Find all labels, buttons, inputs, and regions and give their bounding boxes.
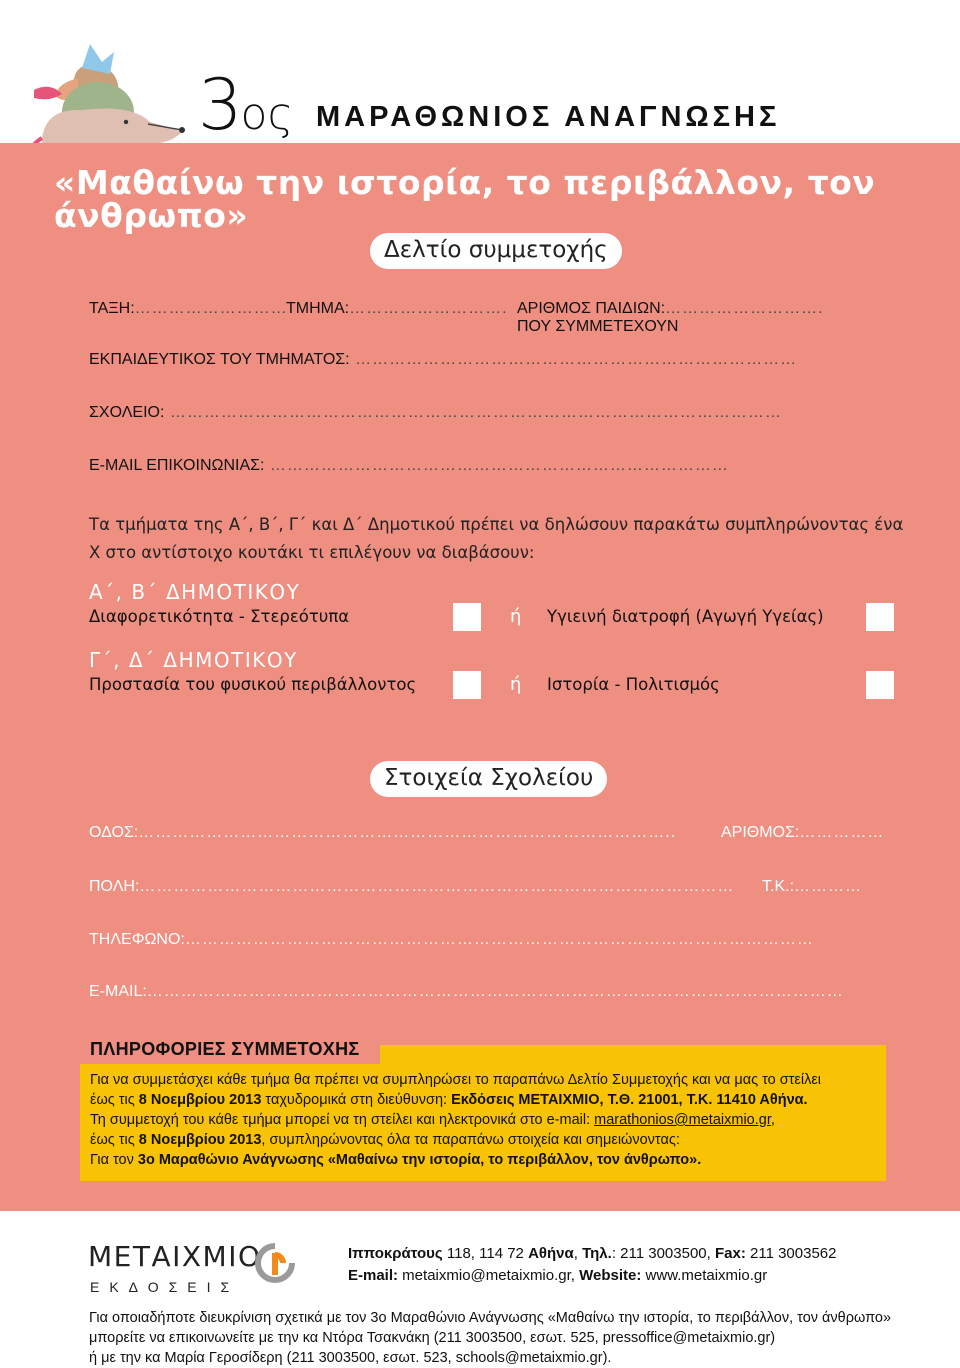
publisher-address	[348, 1243, 836, 1265]
school-email-dots: ……………………………………………………………………………………………………………	[146, 983, 844, 1000]
phone-label: Τηλ.	[582, 1245, 612, 1262]
info-title: ΠΛΗΡΟΦΟΡΙΕΣ ΣΥΜΜΕΤΟΧΗΣ	[90, 1039, 360, 1059]
school-dots: ………………………………………………………………………………………………	[164, 404, 782, 421]
mascot-illustration	[22, 38, 192, 158]
info-text-fragment: ταχυδρομικά στη διεύθυνση:	[261, 1092, 452, 1108]
address-separator: ,	[573, 1245, 583, 1262]
city-label: ΠΟΛΗ:	[89, 878, 140, 895]
option-environment: Προστασία του φυσικού περιβάλλοντος	[89, 675, 417, 694]
edition-digit: 3	[198, 64, 241, 146]
children-label: ΑΡΙΘΜΟΣ ΠΑΙΔΙΩΝ:	[517, 300, 666, 317]
teacher-label: ΕΚΠΑΙΔΕΥΤΙΚΟΣ ΤΟΥ ΤΜΗΜΑΤΟΣ:	[89, 351, 350, 368]
street-label: ΟΔΟΣ:	[89, 824, 139, 841]
street-dots: …………………………………………………………………………………..	[138, 824, 677, 841]
grade-heading-ab: Α΄, Β΄ ΔΗΜΟΤΙΚΟΥ	[89, 580, 301, 604]
option-history: Ιστορία - Πολιτισμός	[547, 675, 720, 694]
publisher-online	[348, 1265, 836, 1287]
street-number-field[interactable]	[721, 825, 884, 841]
postcode-label: Τ.Κ.:	[762, 878, 795, 895]
website-label: Website:	[579, 1267, 642, 1284]
phone-field[interactable]	[89, 932, 814, 948]
publisher-website[interactable]: www.metaixmio.gr	[641, 1267, 768, 1284]
address-number: 118, 114 72	[442, 1245, 529, 1262]
publisher-logo-icon	[255, 1243, 295, 1283]
form-title: Δελτίο συμμετοχής	[370, 233, 622, 269]
info-text-fragment: ,	[770, 1112, 775, 1128]
checkbox-history[interactable]	[866, 671, 894, 699]
school-email-label: E-MAIL:	[89, 983, 147, 1000]
option-diversity: Διαφορετικότητα - Στερεότυπα	[89, 607, 350, 626]
street-number-label: ΑΡΙΘΜΟΣ:	[721, 824, 800, 841]
edition-ordinal: ος	[240, 89, 294, 140]
info-text	[90, 1070, 880, 1170]
footer-line-1: Για οποιαδήποτε διευκρίνιση σχετικά με τον 3ο Μαραθώνιο Ανάγνωσης «Μαθαίνω την ιστορία, το περιβάλλον, τον άνθρωπο»	[89, 1310, 892, 1326]
option-nutrition: Υγιεινή διατροφή (Αγωγή Υγείας)	[547, 607, 824, 626]
instructions-text: Τα τμήματα της Α΄, Β΄, Γ΄ και Δ΄ Δημοτικού πρέπει να δηλώσουν παρακάτω συμπληρώνοντας ένα Χ στο αντίστοιχο κουτάκι τι επιλέγουν να διαβάσουν:	[89, 515, 904, 562]
publisher-logo-subtitle: ΕΚΔΟΣΕΙΣ	[90, 1279, 240, 1295]
phone-dots: …………………………………………………………………………………………………	[184, 931, 814, 948]
info-text-fragment: έως τις	[90, 1132, 139, 1148]
info-line-3	[90, 1110, 880, 1130]
info-postal-address: Εκδόσεις ΜΕΤΑΙΧΜΙΟ, Τ.Θ. 21001, Τ.Κ. 11410 Αθήνα.	[451, 1092, 808, 1108]
footer-line-2: μπορείτε να επικοινωνείτε με την κα Ντόρα Τσακνάκη (211 3003500, εσωτ. 525, pressoffice@metaixmio.gr)	[89, 1330, 776, 1346]
section-dots: ……………………….	[349, 300, 508, 317]
info-line-1: Για να συμμετάσχει κάθε τμήμα θα πρέπει να συμπληρώσει το παραπάνω Δελτίο Συμμετοχής και να μας το στείλει	[90, 1072, 822, 1088]
checkbox-diversity[interactable]	[453, 603, 481, 631]
class-dots: ………………………	[134, 300, 288, 317]
email-label: E-mail:	[348, 1267, 399, 1284]
city-field[interactable]	[89, 879, 734, 895]
postcode-field[interactable]	[762, 879, 862, 895]
info-deadline: 8 Νοεμβρίου 2013	[138, 1132, 262, 1148]
class-label: ΤΑΞΗ:	[89, 300, 135, 317]
edition-number	[198, 64, 294, 146]
class-field[interactable]	[89, 301, 288, 317]
school-section-title: Στοιχεία Σχολείου	[370, 761, 607, 797]
section-field[interactable]	[286, 301, 508, 317]
publisher-email[interactable]: metaixmio@metaixmio.gr,	[398, 1267, 580, 1284]
or-label: ή	[510, 674, 522, 695]
street-number-dots: ……………	[799, 824, 885, 841]
publisher-contact	[348, 1243, 836, 1287]
publisher-logo-text: ΜΕΤΑΙΧΜΙΟ	[88, 1240, 262, 1273]
footer-line-3: ή με την κα Μαρία Γεροσίδερη (211 3003500, εσωτ. 523, schools@metaixmio.gr).	[89, 1350, 612, 1366]
section-label: ΤΜΗΜΑ:	[286, 300, 350, 317]
info-text-fragment: , συμπληρώνοντας όλα τα παραπάνω στοιχεία και σημειώνοντας:	[261, 1132, 680, 1148]
marathon-email-link[interactable]: marathonios@metaixmio.gr	[594, 1112, 771, 1128]
street-field[interactable]	[89, 825, 676, 841]
contact-email-dots: ………………………………………………………………………	[264, 457, 729, 474]
address-city: Αθήνα	[528, 1245, 574, 1262]
city-dots: ……………………………………………………………………………………………	[139, 878, 735, 895]
footer-contact-info	[89, 1308, 949, 1368]
school-label: ΣΧΟΛΕΙΟ:	[89, 404, 165, 421]
fax-value: 211 3003562	[745, 1245, 837, 1262]
info-deadline: 8 Νοεμβρίου 2013	[138, 1092, 262, 1108]
info-line-4	[90, 1130, 880, 1150]
phone-label: ΤΗΛΕΦΩΝΟ:	[89, 931, 185, 948]
page-title: ΜΑΡΑΘΩΝΙΟΣ ΑΝΑΓΝΩΣΗΣ	[316, 101, 781, 133]
teacher-dots: ……………………………………………………………………	[349, 351, 798, 368]
school-field[interactable]	[89, 405, 782, 421]
children-field[interactable]	[517, 301, 824, 317]
grade-heading-cd: Γ΄, Δ΄ ΔΗΜΟΤΙΚΟΥ	[89, 648, 298, 672]
info-line-5	[90, 1150, 880, 1170]
or-label: ή	[510, 606, 522, 627]
contact-email-label: E-MAIL ΕΠΙΚΟΙΝΩΝΙΑΣ:	[89, 457, 265, 474]
address-street: Ιπποκράτους	[348, 1245, 443, 1262]
phone-value: : 211 3003500,	[611, 1245, 715, 1262]
info-text-fragment: Για τον	[90, 1152, 138, 1168]
checkbox-nutrition[interactable]	[866, 603, 894, 631]
info-text-fragment: έως τις	[90, 1092, 139, 1108]
info-text-fragment: Τη συμμετοχή του κάθε τμήμα μπορεί να τη στείλει και ηλεκτρονικά στο e-mail:	[90, 1112, 595, 1128]
children-dots: ……………………….	[665, 300, 824, 317]
info-line-2	[90, 1090, 880, 1110]
info-marathon-name: 3ο Μαραθώνιο Ανάγνωσης «Μαθαίνω την ιστορία, το περιβάλλον, τον άνθρωπο».	[137, 1152, 702, 1168]
contact-email-field[interactable]	[89, 458, 729, 474]
fax-label: Fax:	[714, 1245, 746, 1262]
postcode-dots: …………	[794, 878, 863, 895]
checkbox-environment[interactable]	[453, 671, 481, 699]
school-email-field[interactable]	[89, 984, 844, 1000]
page-subtitle: «Μαθαίνω την ιστορία, το περιβάλλον, τον άνθρωπο»	[54, 163, 876, 235]
children-sublabel: ΠΟΥ ΣΥΜΜΕΤΕΧΟΥΝ	[517, 318, 679, 335]
teacher-field[interactable]	[89, 352, 797, 368]
